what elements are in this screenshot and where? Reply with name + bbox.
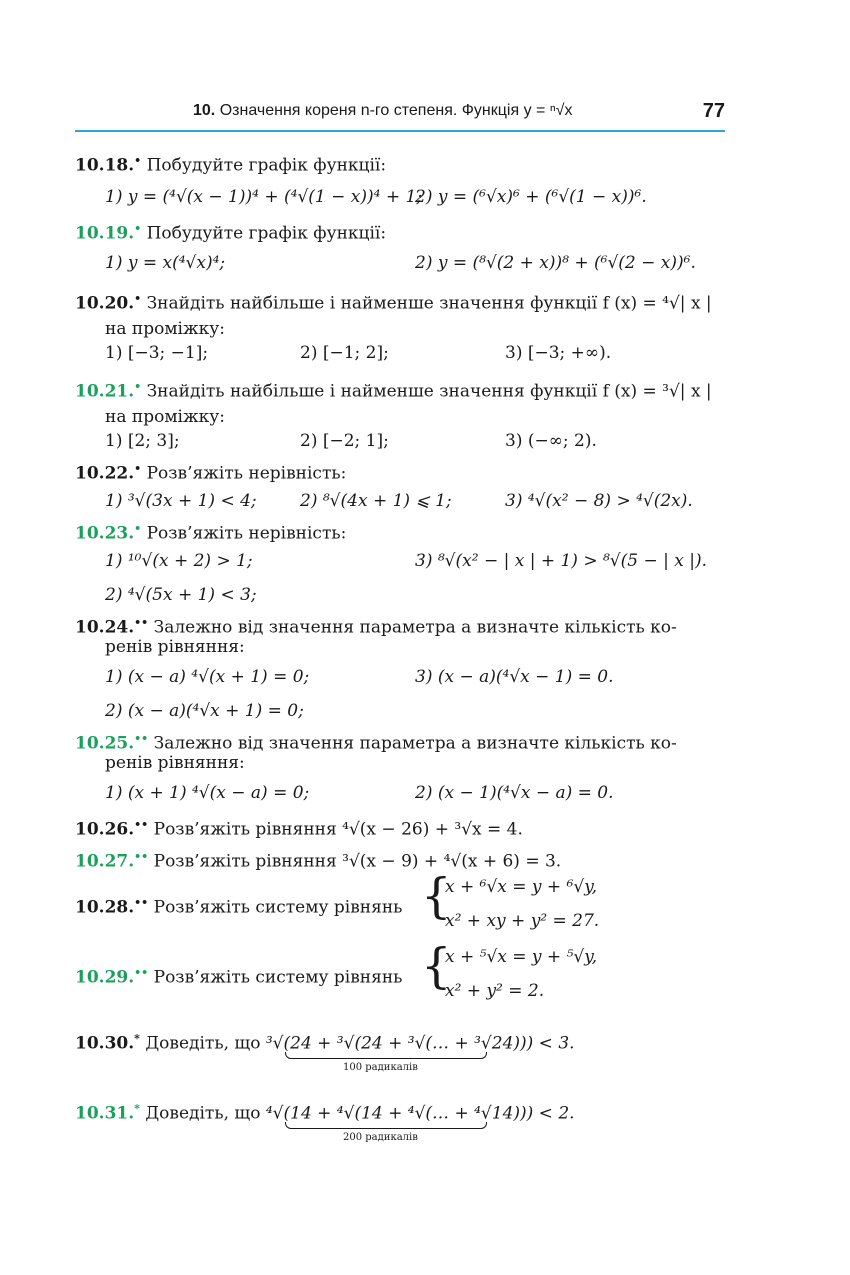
problem-text: Знайдіть найбільше і найменше значення функції f (x) = ³√| x | xyxy=(146,381,712,402)
underbrace-caption: 100 радикалів xyxy=(343,1062,418,1073)
equation-1: x + ⁶√x = y + ⁶√y, xyxy=(445,877,597,897)
problem-10-26 xyxy=(75,814,523,841)
difficulty-mark: • xyxy=(134,154,142,167)
item-1: 1) [2; 3]; xyxy=(105,431,180,451)
problem-number: 10.22. xyxy=(75,463,135,484)
running-head xyxy=(193,102,572,120)
underbrace xyxy=(285,1052,487,1059)
problem-10-18 xyxy=(75,150,386,177)
problem-10-21 xyxy=(75,376,712,403)
difficulty-mark: •• xyxy=(134,850,149,863)
underbrace-caption: 200 радикалів xyxy=(343,1132,418,1143)
problem-10-30 xyxy=(75,1028,575,1055)
nested-radical-expression: ³√(24 + ³√(24 + ³√(… + ³√24))) < 3. xyxy=(265,1033,575,1054)
problem-10-19 xyxy=(75,218,386,245)
problem-10-27 xyxy=(75,846,561,873)
equation-2: x² + xy + y² = 27. xyxy=(445,911,600,931)
difficulty-mark: • xyxy=(134,462,142,475)
problem-number: 10.23. xyxy=(75,523,135,544)
item-3: 3) (x − a)(⁴√x − 1) = 0. xyxy=(415,667,614,687)
item-3: 3) ⁴√(x² − 8) > ⁴√(2x). xyxy=(505,491,693,511)
difficulty-mark: • xyxy=(134,522,142,535)
problem-number: 10.21. xyxy=(75,381,135,402)
difficulty-mark: • xyxy=(134,380,142,393)
item-1: 1) (x − a) ⁴√(x + 1) = 0; xyxy=(105,667,310,687)
problem-text: Залежно від значення параметра a визначте кількість ко- xyxy=(153,733,677,754)
difficulty-mark: * xyxy=(134,1032,140,1045)
underbrace xyxy=(285,1122,487,1129)
item-1: 1) [−3; −1]; xyxy=(105,343,209,363)
difficulty-mark: •• xyxy=(134,818,149,831)
difficulty-mark: * xyxy=(134,1102,140,1115)
problem-number: 10.25. xyxy=(75,733,135,754)
difficulty-mark: •• xyxy=(134,896,149,909)
problem-text: Залежно від значення параметра a визначте кількість ко- xyxy=(153,617,677,638)
problem-number: 10.28. xyxy=(75,897,135,918)
item-2: 2) y = (⁸√(2 + x))⁸ + (⁶√(2 − x))⁶. xyxy=(415,253,696,273)
problem-number: 10.24. xyxy=(75,617,135,638)
problem-text: Доведіть, що xyxy=(145,1033,261,1054)
problem-10-25 xyxy=(75,728,677,755)
item-1: 1) y = (⁴√(x − 1))⁴ + (⁴√(1 − x))⁴ + 1; xyxy=(105,187,423,207)
section-title: Означення кореня n-го степеня. Функція y = ⁿ√x xyxy=(219,102,573,119)
problem-10-20 xyxy=(75,288,712,315)
equation-2: x² + y² = 2. xyxy=(445,981,545,1001)
item-3: 3) ⁸√(x² − | x | + 1) > ⁸√(5 − | x |). xyxy=(415,551,708,571)
system-brace: { xyxy=(421,938,452,994)
problem-number: 10.18. xyxy=(75,155,135,176)
difficulty-mark: • xyxy=(134,292,142,305)
problem-number: 10.31. xyxy=(75,1103,135,1124)
problem-text: Побудуйте графік функції: xyxy=(146,223,387,244)
system-brace: { xyxy=(421,868,452,924)
problem-text: Побудуйте графік функції: xyxy=(146,155,387,176)
difficulty-mark: •• xyxy=(134,616,149,629)
problem-10-23 xyxy=(75,518,346,545)
problem-text: Розв’яжіть рівняння ³√(x − 9) + ⁴√(x + 6) = 3. xyxy=(153,851,562,872)
problem-10-29 xyxy=(75,962,402,989)
item-3: 3) [−3; +∞). xyxy=(505,343,612,363)
problem-text: Доведіть, що xyxy=(145,1103,261,1124)
difficulty-mark: •• xyxy=(134,732,149,745)
item-2: 2) ⁸√(4x + 1) ⩽ 1; xyxy=(300,491,452,511)
problem-text: Розв’яжіть рівняння ⁴√(x − 26) + ³√x = 4. xyxy=(153,819,523,840)
item-3: 3) (−∞; 2). xyxy=(505,431,597,451)
problem-10-22 xyxy=(75,458,346,485)
problem-text: Розв’яжіть систему рівнянь xyxy=(153,897,403,918)
difficulty-mark: • xyxy=(134,222,142,235)
item-2: 2) y = (⁶√x)⁶ + (⁶√(1 − x))⁶. xyxy=(415,187,647,207)
page-number: 77 xyxy=(702,100,725,122)
page-header xyxy=(75,96,725,132)
item-2: 2) (x − 1)(⁴√x − a) = 0. xyxy=(415,783,614,803)
item-2: 2) [−1; 2]; xyxy=(300,343,389,363)
problem-text-cont: на проміжку: xyxy=(105,319,225,339)
problem-number: 10.20. xyxy=(75,293,135,314)
problem-text: Розв’яжіть нерівність: xyxy=(146,523,347,544)
problem-number: 10.19. xyxy=(75,223,135,244)
problem-10-24 xyxy=(75,612,677,639)
equation-1: x + ⁵√x = y + ⁵√y, xyxy=(445,947,597,967)
problem-text: Розв’яжіть систему рівнянь xyxy=(153,967,403,988)
problem-number: 10.26. xyxy=(75,819,135,840)
item-2: 2) ⁴√(5x + 1) < 3; xyxy=(105,585,257,605)
nested-radical-expression: ⁴√(14 + ⁴√(14 + ⁴√(… + ⁴√14))) < 2. xyxy=(265,1103,575,1124)
problem-text: Розв’яжіть нерівність: xyxy=(146,463,347,484)
problem-text: Знайдіть найбільше і найменше значення функції f (x) = ⁴√| x | xyxy=(146,293,712,314)
section-number: 10. xyxy=(193,102,216,119)
problem-number: 10.29. xyxy=(75,967,135,988)
item-1: 1) ³√(3x + 1) < 4; xyxy=(105,491,257,511)
difficulty-mark: •• xyxy=(134,966,149,979)
item-2: 2) [−2; 1]; xyxy=(300,431,389,451)
item-2: 2) (x − a)(⁴√x + 1) = 0; xyxy=(105,701,304,721)
item-1: 1) ¹⁰√(x + 2) > 1; xyxy=(105,551,253,571)
problem-10-28 xyxy=(75,892,402,919)
problem-text-cont: ренів рівняння: xyxy=(105,637,245,657)
item-1: 1) y = x(⁴√x)⁴; xyxy=(105,253,226,273)
problem-number: 10.27. xyxy=(75,851,135,872)
problem-text-cont: на проміжку: xyxy=(105,407,225,427)
problem-number: 10.30. xyxy=(75,1033,135,1054)
problem-10-31 xyxy=(75,1098,575,1125)
item-1: 1) (x + 1) ⁴√(x − a) = 0; xyxy=(105,783,310,803)
problem-text-cont: ренів рівняння: xyxy=(105,753,245,773)
